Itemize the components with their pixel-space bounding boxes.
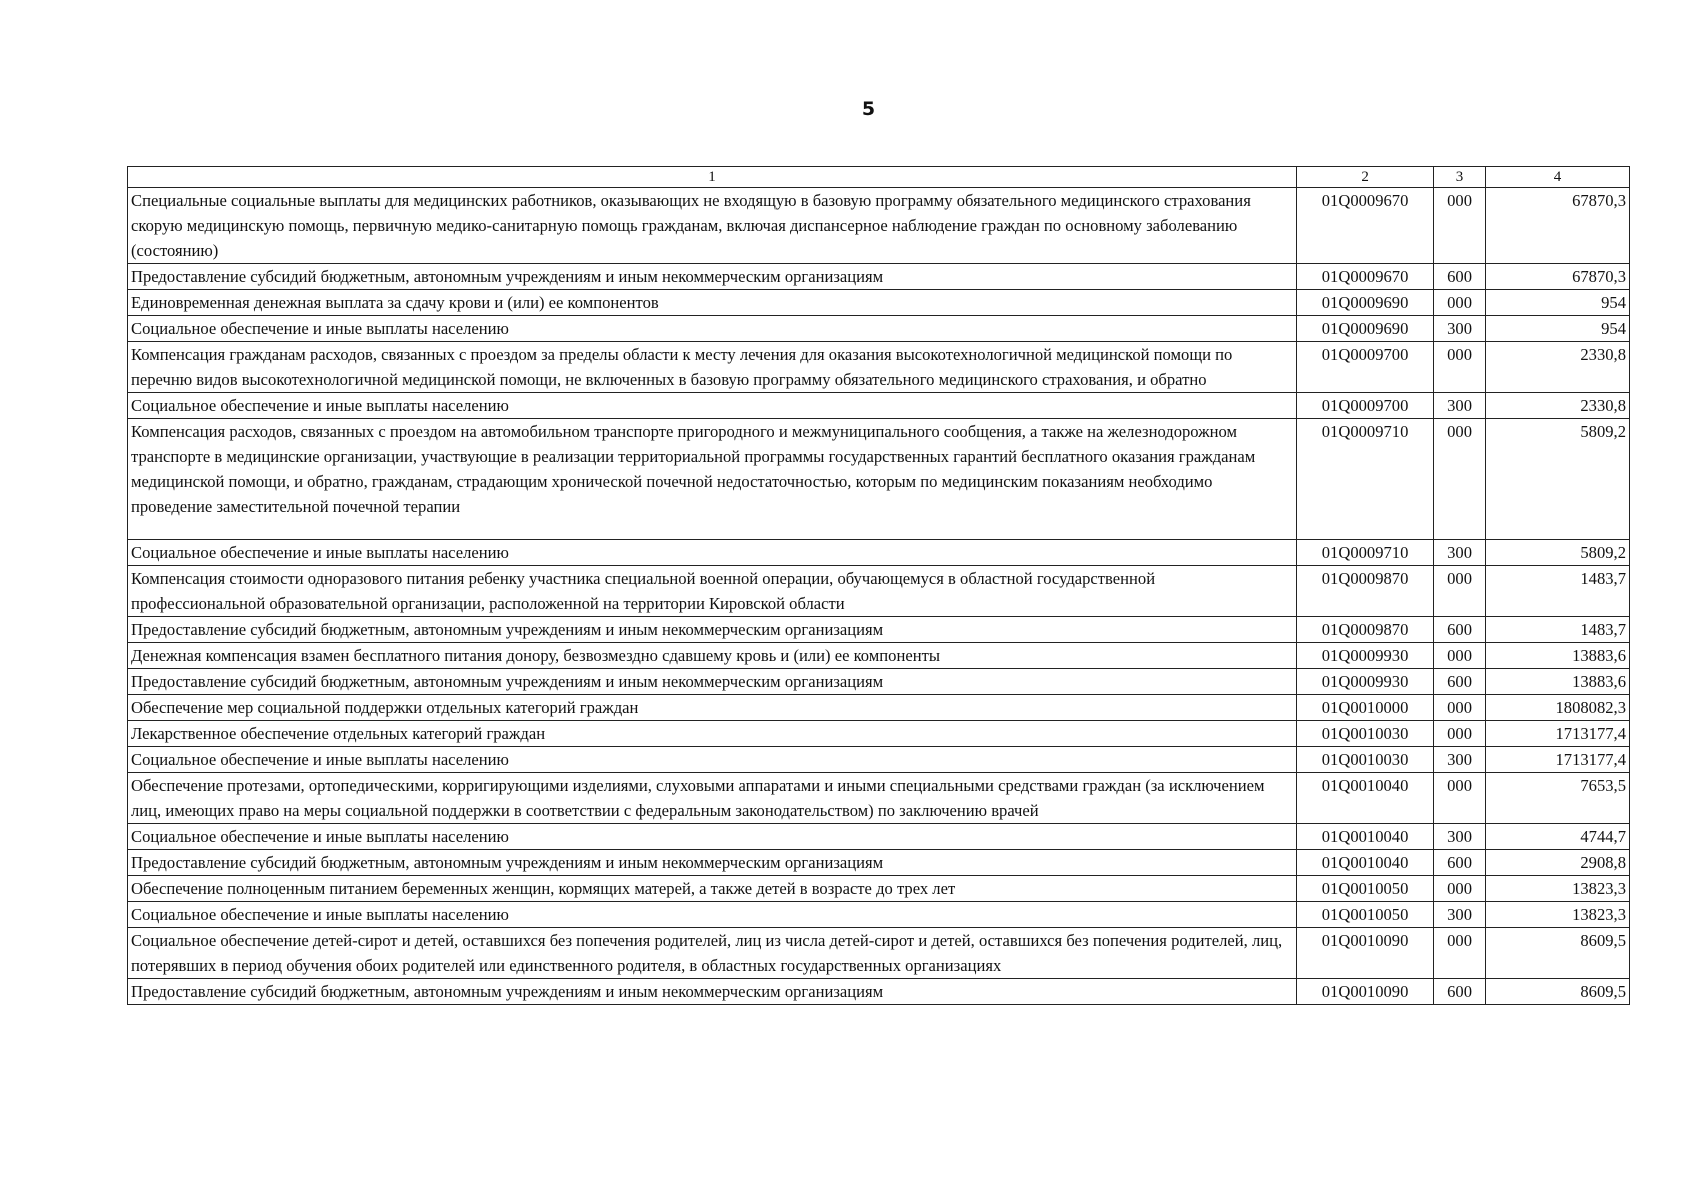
row-code: 01Q0010030 — [1297, 721, 1434, 747]
table-row — [128, 747, 1630, 773]
row-name: Денежная компенсация взамен бесплатного питания донору, безвозмездно сдавшему кровь и (или) ее компоненты — [128, 643, 1297, 669]
row-type: 000 — [1434, 419, 1486, 540]
column-header-2: 2 — [1297, 167, 1434, 188]
row-type: 000 — [1434, 566, 1486, 617]
row-name: Компенсация стоимости одноразового питания ребенку участника специальной военной операции, обучающемуся в областной государственной профессиональной образовательной организации, расположенной на территории Кировской области — [128, 566, 1297, 617]
row-name: Социальное обеспечение и иные выплаты населению — [128, 824, 1297, 850]
row-name: Социальное обеспечение детей-сирот и детей, оставшихся без попечения родителей, лиц из числа детей-сирот и детей, оставшихся без попечения родителей, лиц, потерявших в период обучения обоих родителей или единственного родителя, в областных государственных организациях — [128, 928, 1297, 979]
row-type: 300 — [1434, 902, 1486, 928]
row-name: Компенсация гражданам расходов, связанных с проездом за пределы области к месту лечения для оказания высокотехнологичной медицинской помощи по перечню видов высокотехнологичной медицинской помощи, не включенных в базовую программу обязательного медицинского страхования, и обратно — [128, 342, 1297, 393]
table-row — [128, 979, 1630, 1005]
column-header-1: 1 — [128, 167, 1297, 188]
table-row — [128, 721, 1630, 747]
table-row — [128, 393, 1630, 419]
row-amount: 1483,7 — [1486, 566, 1630, 617]
row-type: 600 — [1434, 264, 1486, 290]
row-name: Предоставление субсидий бюджетным, автономным учреждениям и иным некоммерческим организациям — [128, 264, 1297, 290]
row-type: 600 — [1434, 850, 1486, 876]
row-amount: 2330,8 — [1486, 342, 1630, 393]
row-amount: 13823,3 — [1486, 902, 1630, 928]
row-amount: 954 — [1486, 290, 1630, 316]
row-amount: 8609,5 — [1486, 979, 1630, 1005]
table-row — [128, 342, 1630, 393]
row-amount: 1713177,4 — [1486, 721, 1630, 747]
row-code: 01Q0009930 — [1297, 669, 1434, 695]
row-type: 000 — [1434, 342, 1486, 393]
row-name: Социальное обеспечение и иные выплаты населению — [128, 747, 1297, 773]
table-row — [128, 290, 1630, 316]
table-row — [128, 419, 1630, 540]
row-type: 000 — [1434, 928, 1486, 979]
row-code: 01Q0009700 — [1297, 393, 1434, 419]
row-type: 000 — [1434, 643, 1486, 669]
row-name: Обеспечение мер социальной поддержки отдельных категорий граждан — [128, 695, 1297, 721]
table-row — [128, 643, 1630, 669]
page-number: 5 — [861, 98, 876, 120]
row-code: 01Q0010050 — [1297, 876, 1434, 902]
table-row — [128, 316, 1630, 342]
row-type: 000 — [1434, 188, 1486, 264]
row-name: Предоставление субсидий бюджетным, автономным учреждениям и иным некоммерческим организациям — [128, 617, 1297, 643]
table-row — [128, 566, 1630, 617]
row-type: 300 — [1434, 316, 1486, 342]
row-name: Социальное обеспечение и иные выплаты населению — [128, 540, 1297, 566]
table-header-row — [128, 167, 1630, 188]
row-code: 01Q0009700 — [1297, 342, 1434, 393]
row-type: 300 — [1434, 540, 1486, 566]
row-code: 01Q0010030 — [1297, 747, 1434, 773]
row-code: 01Q0009710 — [1297, 419, 1434, 540]
row-amount: 1713177,4 — [1486, 747, 1630, 773]
table-row — [128, 695, 1630, 721]
row-amount: 4744,7 — [1486, 824, 1630, 850]
table-row — [128, 902, 1630, 928]
row-code: 01Q0010040 — [1297, 773, 1434, 824]
row-amount: 5809,2 — [1486, 419, 1630, 540]
row-name: Обеспечение протезами, ортопедическими, корригирующими изделиями, слуховыми аппаратами и иными специальными средствами граждан (за исключением лиц, имеющих право на меры социальной поддержки в соответствии с федеральным законодательством) по заключению врачей — [128, 773, 1297, 824]
table-row — [128, 928, 1630, 979]
row-name: Социальное обеспечение и иные выплаты населению — [128, 902, 1297, 928]
table-row — [128, 876, 1630, 902]
row-name: Специальные социальные выплаты для медицинских работников, оказывающих не входящую в базовую программу обязательного медицинского страхования скорую медицинскую помощь, первичную медико-санитарную помощь гражданам, включая диспансерное наблюдение граждан по основному заболеванию (состоянию) — [128, 188, 1297, 264]
row-amount: 67870,3 — [1486, 264, 1630, 290]
row-name: Компенсация расходов, связанных с проездом на автомобильном транспорте пригородного и межмуниципального сообщения, а также на железнодорожном транспорте в медицинские организации, участвующие в реализации территориальной программы государственных гарантий бесплатного оказания гражданам медицинской помощи, и обратно, гражданам, страдающим хронической почечной недостаточностью, которым по медицинским показаниям необходимо проведение заместительной почечной терапии — [128, 419, 1297, 540]
table-row — [128, 617, 1630, 643]
row-amount: 1483,7 — [1486, 617, 1630, 643]
table-row — [128, 824, 1630, 850]
row-code: 01Q0009690 — [1297, 290, 1434, 316]
row-type: 600 — [1434, 669, 1486, 695]
budget-table — [127, 166, 1630, 1005]
row-name: Социальное обеспечение и иные выплаты населению — [128, 316, 1297, 342]
row-code: 01Q0009870 — [1297, 566, 1434, 617]
row-name: Обеспечение полноценным питанием беременных женщин, кормящих матерей, а также детей в возрасте до трех лет — [128, 876, 1297, 902]
table-row — [128, 850, 1630, 876]
row-code: 01Q0010090 — [1297, 979, 1434, 1005]
row-amount: 13883,6 — [1486, 643, 1630, 669]
row-type: 000 — [1434, 721, 1486, 747]
column-header-3: 3 — [1434, 167, 1486, 188]
row-name: Предоставление субсидий бюджетным, автономным учреждениям и иным некоммерческим организациям — [128, 669, 1297, 695]
row-code: 01Q0009930 — [1297, 643, 1434, 669]
row-type: 600 — [1434, 979, 1486, 1005]
table-row — [128, 773, 1630, 824]
column-header-4: 4 — [1486, 167, 1630, 188]
row-amount: 1808082,3 — [1486, 695, 1630, 721]
row-code: 01Q0010000 — [1297, 695, 1434, 721]
table-row — [128, 540, 1630, 566]
row-amount: 13883,6 — [1486, 669, 1630, 695]
row-code: 01Q0009670 — [1297, 188, 1434, 264]
row-code: 01Q0010090 — [1297, 928, 1434, 979]
row-amount: 7653,5 — [1486, 773, 1630, 824]
row-name: Предоставление субсидий бюджетным, автономным учреждениям и иным некоммерческим организациям — [128, 850, 1297, 876]
row-amount: 67870,3 — [1486, 188, 1630, 264]
row-type: 000 — [1434, 695, 1486, 721]
row-code: 01Q0010050 — [1297, 902, 1434, 928]
row-code: 01Q0010040 — [1297, 850, 1434, 876]
table-row — [128, 188, 1630, 264]
row-code: 01Q0009690 — [1297, 316, 1434, 342]
row-amount: 8609,5 — [1486, 928, 1630, 979]
row-code: 01Q0010040 — [1297, 824, 1434, 850]
row-amount: 5809,2 — [1486, 540, 1630, 566]
row-amount: 2908,8 — [1486, 850, 1630, 876]
row-name: Социальное обеспечение и иные выплаты населению — [128, 393, 1297, 419]
row-name: Предоставление субсидий бюджетным, автономным учреждениям и иным некоммерческим организациям — [128, 979, 1297, 1005]
row-name: Единовременная денежная выплата за сдачу крови и (или) ее компонентов — [128, 290, 1297, 316]
row-code: 01Q0009670 — [1297, 264, 1434, 290]
row-type: 300 — [1434, 393, 1486, 419]
table-row — [128, 669, 1630, 695]
row-amount: 954 — [1486, 316, 1630, 342]
row-type: 000 — [1434, 773, 1486, 824]
row-type: 000 — [1434, 290, 1486, 316]
row-code: 01Q0009870 — [1297, 617, 1434, 643]
row-type: 300 — [1434, 747, 1486, 773]
row-amount: 2330,8 — [1486, 393, 1630, 419]
row-amount: 13823,3 — [1486, 876, 1630, 902]
row-code: 01Q0009710 — [1297, 540, 1434, 566]
row-name: Лекарственное обеспечение отдельных категорий граждан — [128, 721, 1297, 747]
row-type: 300 — [1434, 824, 1486, 850]
row-type: 600 — [1434, 617, 1486, 643]
row-type: 000 — [1434, 876, 1486, 902]
table-row — [128, 264, 1630, 290]
